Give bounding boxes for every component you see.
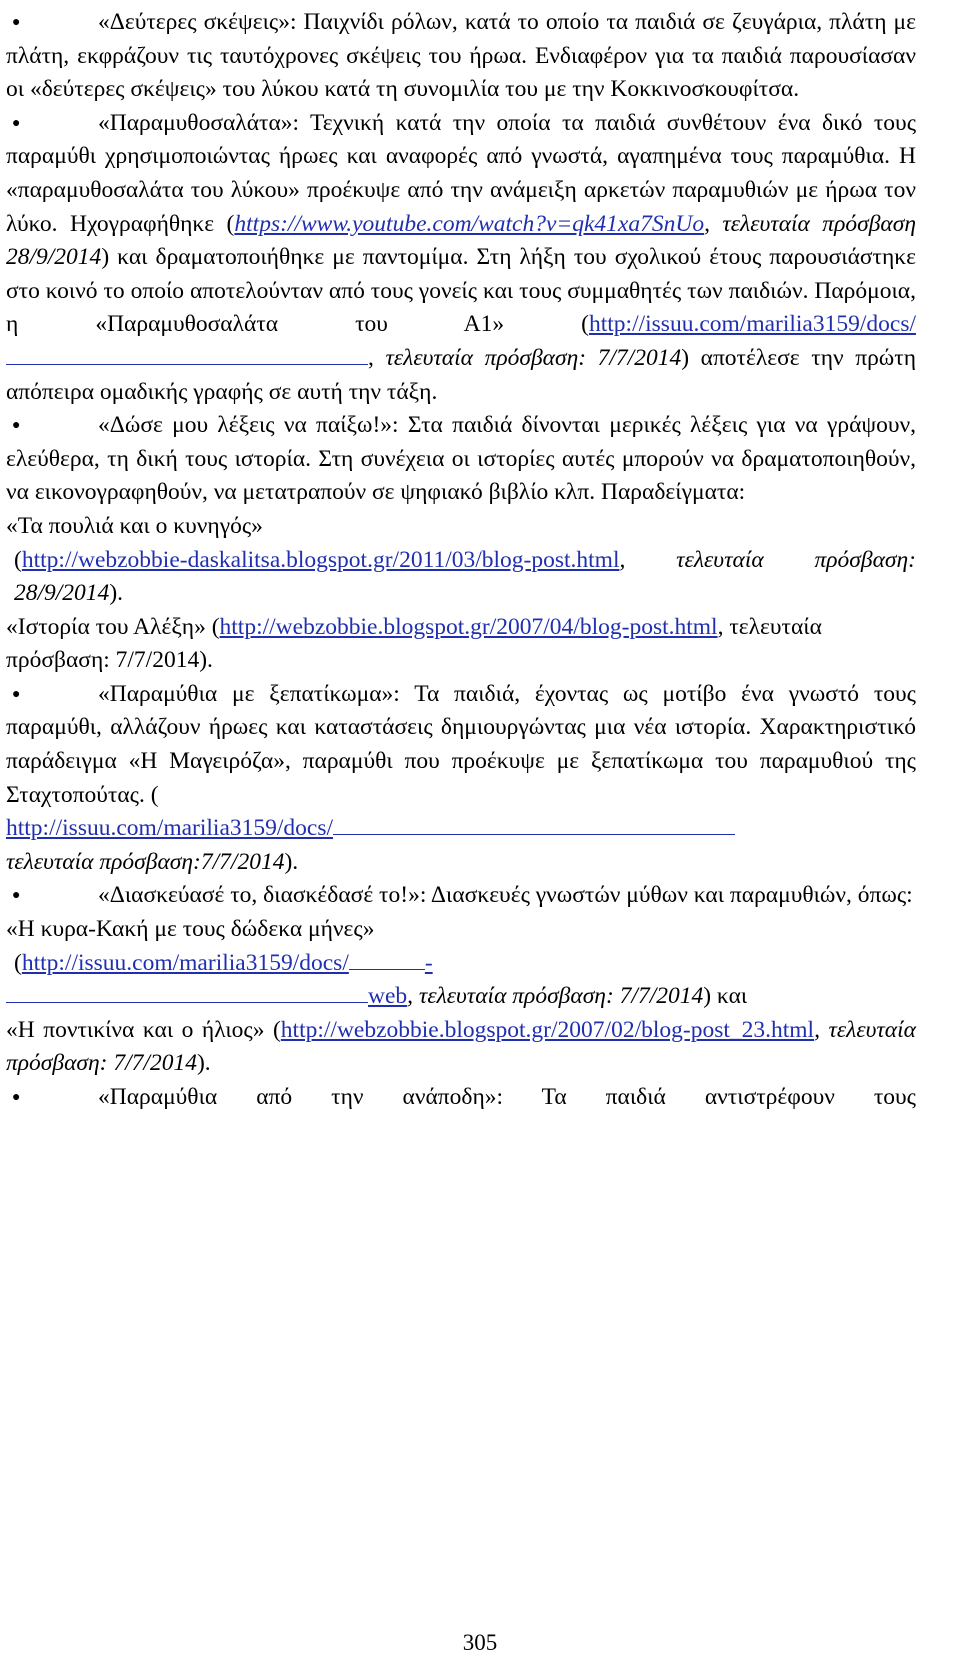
access-line bbox=[6, 846, 916, 880]
bullet-icon: ● bbox=[12, 686, 21, 702]
access-date: , τελευταία πρόσβαση: 7/7/2014). bbox=[6, 613, 822, 674]
link-underline-blank bbox=[6, 980, 368, 1003]
page-number: 305 bbox=[462, 1630, 498, 1655]
issuu-reference-line bbox=[6, 812, 916, 846]
example-title bbox=[6, 510, 916, 544]
paren-open: ( bbox=[14, 546, 22, 573]
issuu-link[interactable]: http://issuu.com/marilia3159/docs/ bbox=[21, 949, 349, 976]
link-underline-blank bbox=[349, 947, 425, 970]
issuu-link[interactable]: http://issuu.com/marilia3159/docs/ bbox=[588, 311, 916, 338]
paren-close: ) και bbox=[703, 983, 748, 1010]
access-date: , τελευταία πρόσβαση: 7/7/2014 bbox=[407, 983, 704, 1010]
access-date: , τελευταία πρόσβαση 28/9/2014 bbox=[6, 210, 916, 271]
example-title bbox=[6, 913, 916, 947]
example-title-text: «Η ποντικίνα και ο ήλιος» ( bbox=[6, 1016, 281, 1043]
example-title-text: «Η κυρα-Κακή με τους δώδεκα μήνες» bbox=[6, 916, 375, 943]
paragraph-diaskevase bbox=[6, 879, 916, 913]
paren-open: ( bbox=[14, 949, 22, 976]
bullet-icon: ● bbox=[12, 1090, 21, 1105]
paragraph-text: «Διασκεύασέ το, διασκέδασέ το!»: Διασκευές γνωστών μύθων και παραμυθιών, όπως: bbox=[98, 882, 913, 909]
bullet-icon: ● bbox=[12, 888, 21, 904]
paragraph-paramythosalata bbox=[6, 107, 916, 409]
paragraph-text: «Δώσε μου λέξεις να παίξω!»: Στα παιδιά δίνονται μερικές λέξεις για να γράψουν, ελεύθερα, τη δική τους ιστορία. Στη συνέχεια οι ιστορίες αυτές μπορούν να δραματοποιηθούν, να εικονογραφηθούν, να μετατραπούν σε ψηφιακό βιβλίο κλπ. Παραδείγματα: bbox=[6, 412, 916, 506]
access-date: τελευταία πρόσβαση:7/7/2014 bbox=[6, 848, 285, 875]
paragraph-text: «Παραμύθια με ξεπατίκωμα»: Τα παιδιά, έχοντας ως μοτίβο ένα γνωστό τους παραμύθι, αλλάζουν ήρωες και καταστάσεις δημιουργώντας μια νέα ιστορία. Χαρακτηριστικό παράδειγμα «Η Μαγειρόζα», παραμύθι που προέκυψε με ξεπατίκωμα του παραμυθιού της Σταχτοπούτας. ( bbox=[6, 680, 916, 808]
example-title-text: «Τα πουλιά και ο κυνηγός» bbox=[6, 512, 263, 539]
example-reference bbox=[6, 1014, 916, 1081]
issuu-link[interactable]: http://issuu.com/marilia3159/docs/ bbox=[6, 815, 334, 842]
example-reference bbox=[6, 947, 916, 981]
comma: , bbox=[368, 344, 374, 371]
bullet-icon: ● bbox=[12, 418, 21, 434]
link-underline-blank bbox=[333, 812, 735, 835]
paragraph-text: ) αποτέλεσε την πρώτη απόπειρα ομαδικής γραφής σε αυτή την τάξη. bbox=[6, 344, 916, 405]
example-title-text: «Ιστορία του Αλέξη» ( bbox=[6, 613, 220, 640]
example-reference bbox=[6, 544, 916, 611]
paragraph-text: «Παραμυθοσαλάτα»: Τεχνική κατά την οποία τα παιδιά συνθέτουν ένα δικό τους παραμύθι χρησιμοποιώντας ήρωες και αναφορές από γνωστά, αγαπημένα τους παραμύθια. Η «παραμυθοσαλάτα του λύκου» προέκυψε από την ανάμειξη αρκετών παραμυθιών με ήρωα τον λύκο. Ηχογραφήθηκε ( bbox=[6, 109, 916, 237]
bullet-icon: ● bbox=[12, 115, 21, 131]
example-reference bbox=[6, 611, 916, 678]
access-date: , τελευταία πρόσβαση: 7/7/2014 bbox=[6, 1016, 916, 1077]
webzobbie-pontikina-link[interactable]: http://webzobbie.blogspot.gr/2007/02/blog-post_23.html bbox=[280, 1016, 815, 1043]
access-date: , τελευταία πρόσβαση: 28/9/2014 bbox=[14, 546, 916, 607]
webzobbie-daskalitsa-link[interactable]: http://webzobbie-daskalitsa.blogspot.gr/2011/03/blog-post.html bbox=[21, 546, 620, 573]
issuu-link-web[interactable]: web bbox=[368, 983, 408, 1010]
webzobbie-alexis-link[interactable]: http://webzobbie.blogspot.gr/2007/04/blog-post.html bbox=[219, 613, 718, 640]
youtube-link[interactable]: https://www.youtube.com/watch?v=qk41xa7SnUo bbox=[234, 210, 705, 237]
paragraph-dose-mou-lekseis bbox=[6, 409, 916, 510]
paren-close: ). bbox=[284, 848, 299, 875]
paren-close: ). bbox=[109, 580, 124, 607]
access-date: τελευταία πρόσβαση: 7/7/2014 bbox=[385, 344, 682, 371]
paragraph-ksepatikoma bbox=[6, 678, 916, 812]
example-reference-cont bbox=[6, 980, 916, 1014]
paragraph-text: «Παραμύθια από την ανάποδη»: Τα παιδιά αντιστρέφουν τους bbox=[98, 1084, 916, 1110]
link-underline-blank bbox=[6, 342, 368, 365]
issuu-link-dash[interactable]: - bbox=[424, 949, 433, 976]
paragraph-text: «Δεύτερες σκέψεις»: Παιχνίδι ρόλων, κατά το οποίο τα παιδιά σε ζευγάρια, πλάτη με πλάτη, εκφράζουν τις ταυτόχρονες σκέψεις του ήρωα. Ενδιαφέρον για τα παιδιά παρουσίασαν οι «δεύτερες σκέψεις» του λύκου κατά τη συνομιλία του με την Κοκκινοσκουφίτσα. bbox=[6, 9, 916, 103]
paragraph-deuteres-skepseis bbox=[6, 6, 916, 107]
paren-close: ). bbox=[196, 1050, 211, 1077]
body-text bbox=[6, 6, 916, 1115]
paragraph-text: ) και δραματοποιήθηκε με παντομίμα. Στη λήξη του σχολικού έτους παρουσιάστηκε στο κοινό το οποίο αποτελούνταν από τους γονείς και τους συμμαθητές των παιδιών. Παρόμοια, η «Παραμυθοσαλάτα του Α1» ( bbox=[6, 244, 916, 338]
bullet-icon: ● bbox=[12, 15, 21, 30]
paragraph-anapodi bbox=[6, 1081, 916, 1115]
